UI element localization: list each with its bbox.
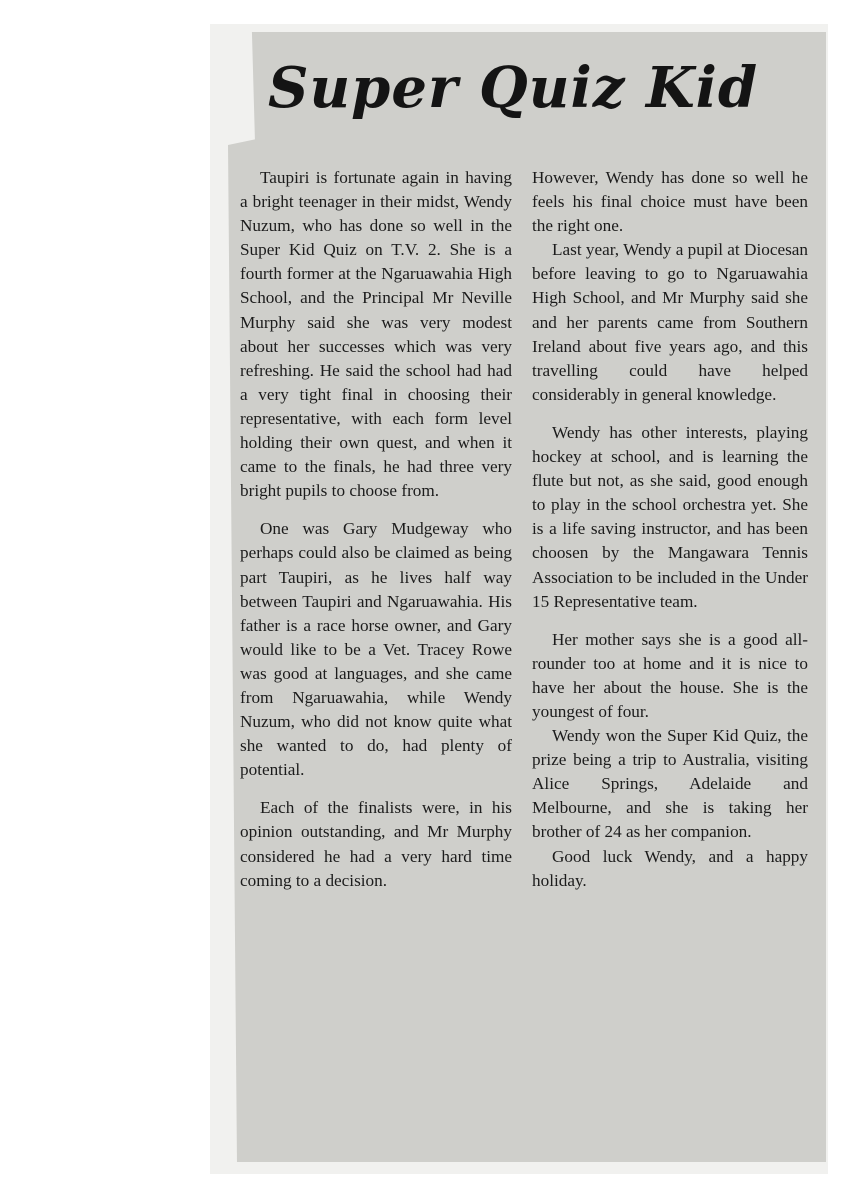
paragraph: Wendy has other interests, playing hockey at school, and is learning the flute but not, as she said, good enough to play in the school orchestra yet. She is a life saving instructor, and has been choosen by the Mangawara Tennis Association to be included in the Under 15 Representative team. <box>532 422 808 611</box>
article-column-right <box>532 166 808 893</box>
paragraph: Good luck Wendy, and a happy holiday. <box>532 846 808 890</box>
paragraph: Last year, Wendy a pupil at Diocesan before leaving to go to Ngaruawahia High School, and Mr Murphy said she and her parents came from Southern Ireland about five years ago, and this travelling could have helped considerably in general knowledge. <box>532 240 808 404</box>
paragraph: Each of the finalists were, in his opinion outstanding, and Mr Murphy considered he had a very hard time coming to a decision. <box>240 798 512 890</box>
headline: Super Quiz Kid <box>268 55 759 121</box>
paragraph: Wendy won the Super Kid Quiz, the prize being a trip to Australia, visiting Alice Springs, Adelaide and Melbourne, and she is taking her brother of 24 as her companion. <box>532 726 808 842</box>
article-column-left <box>240 166 512 893</box>
paragraph: One was Gary Mudgeway who perhaps could also be claimed as being part Taupiri, as he lives half way between Taupiri and Ngaruawahia. His father is a race horse owner, and Gary would like to be a Vet. Tracey Rowe was good at languages, and she came from Ngaruawahia, while Wendy Nuzum, who did not know quite what she wanted to do, had plenty of potential. <box>240 519 512 780</box>
paragraph: Her mother says she is a good all-rounder too at home and it is nice to have her about the house. She is the youngest of four. <box>532 629 808 721</box>
paragraph: Taupiri is fortunate again in having a bright teenager in their midst, Wendy Nuzum, who has done so well in the Super Kid Quiz on T.V. 2. She is a fourth former at the Ngaruawahia High School, and the Principal Mr Neville Murphy said she was very modest about her successes which was very refreshing. He said the school had had a very tight final in choosing their representative, with each form level holding their own quest, and when it came to the finals, he had three very bright pupils to choose from. <box>240 168 512 501</box>
paragraph: However, Wendy has done so well he feels his final choice must have been the right one. <box>532 168 808 236</box>
